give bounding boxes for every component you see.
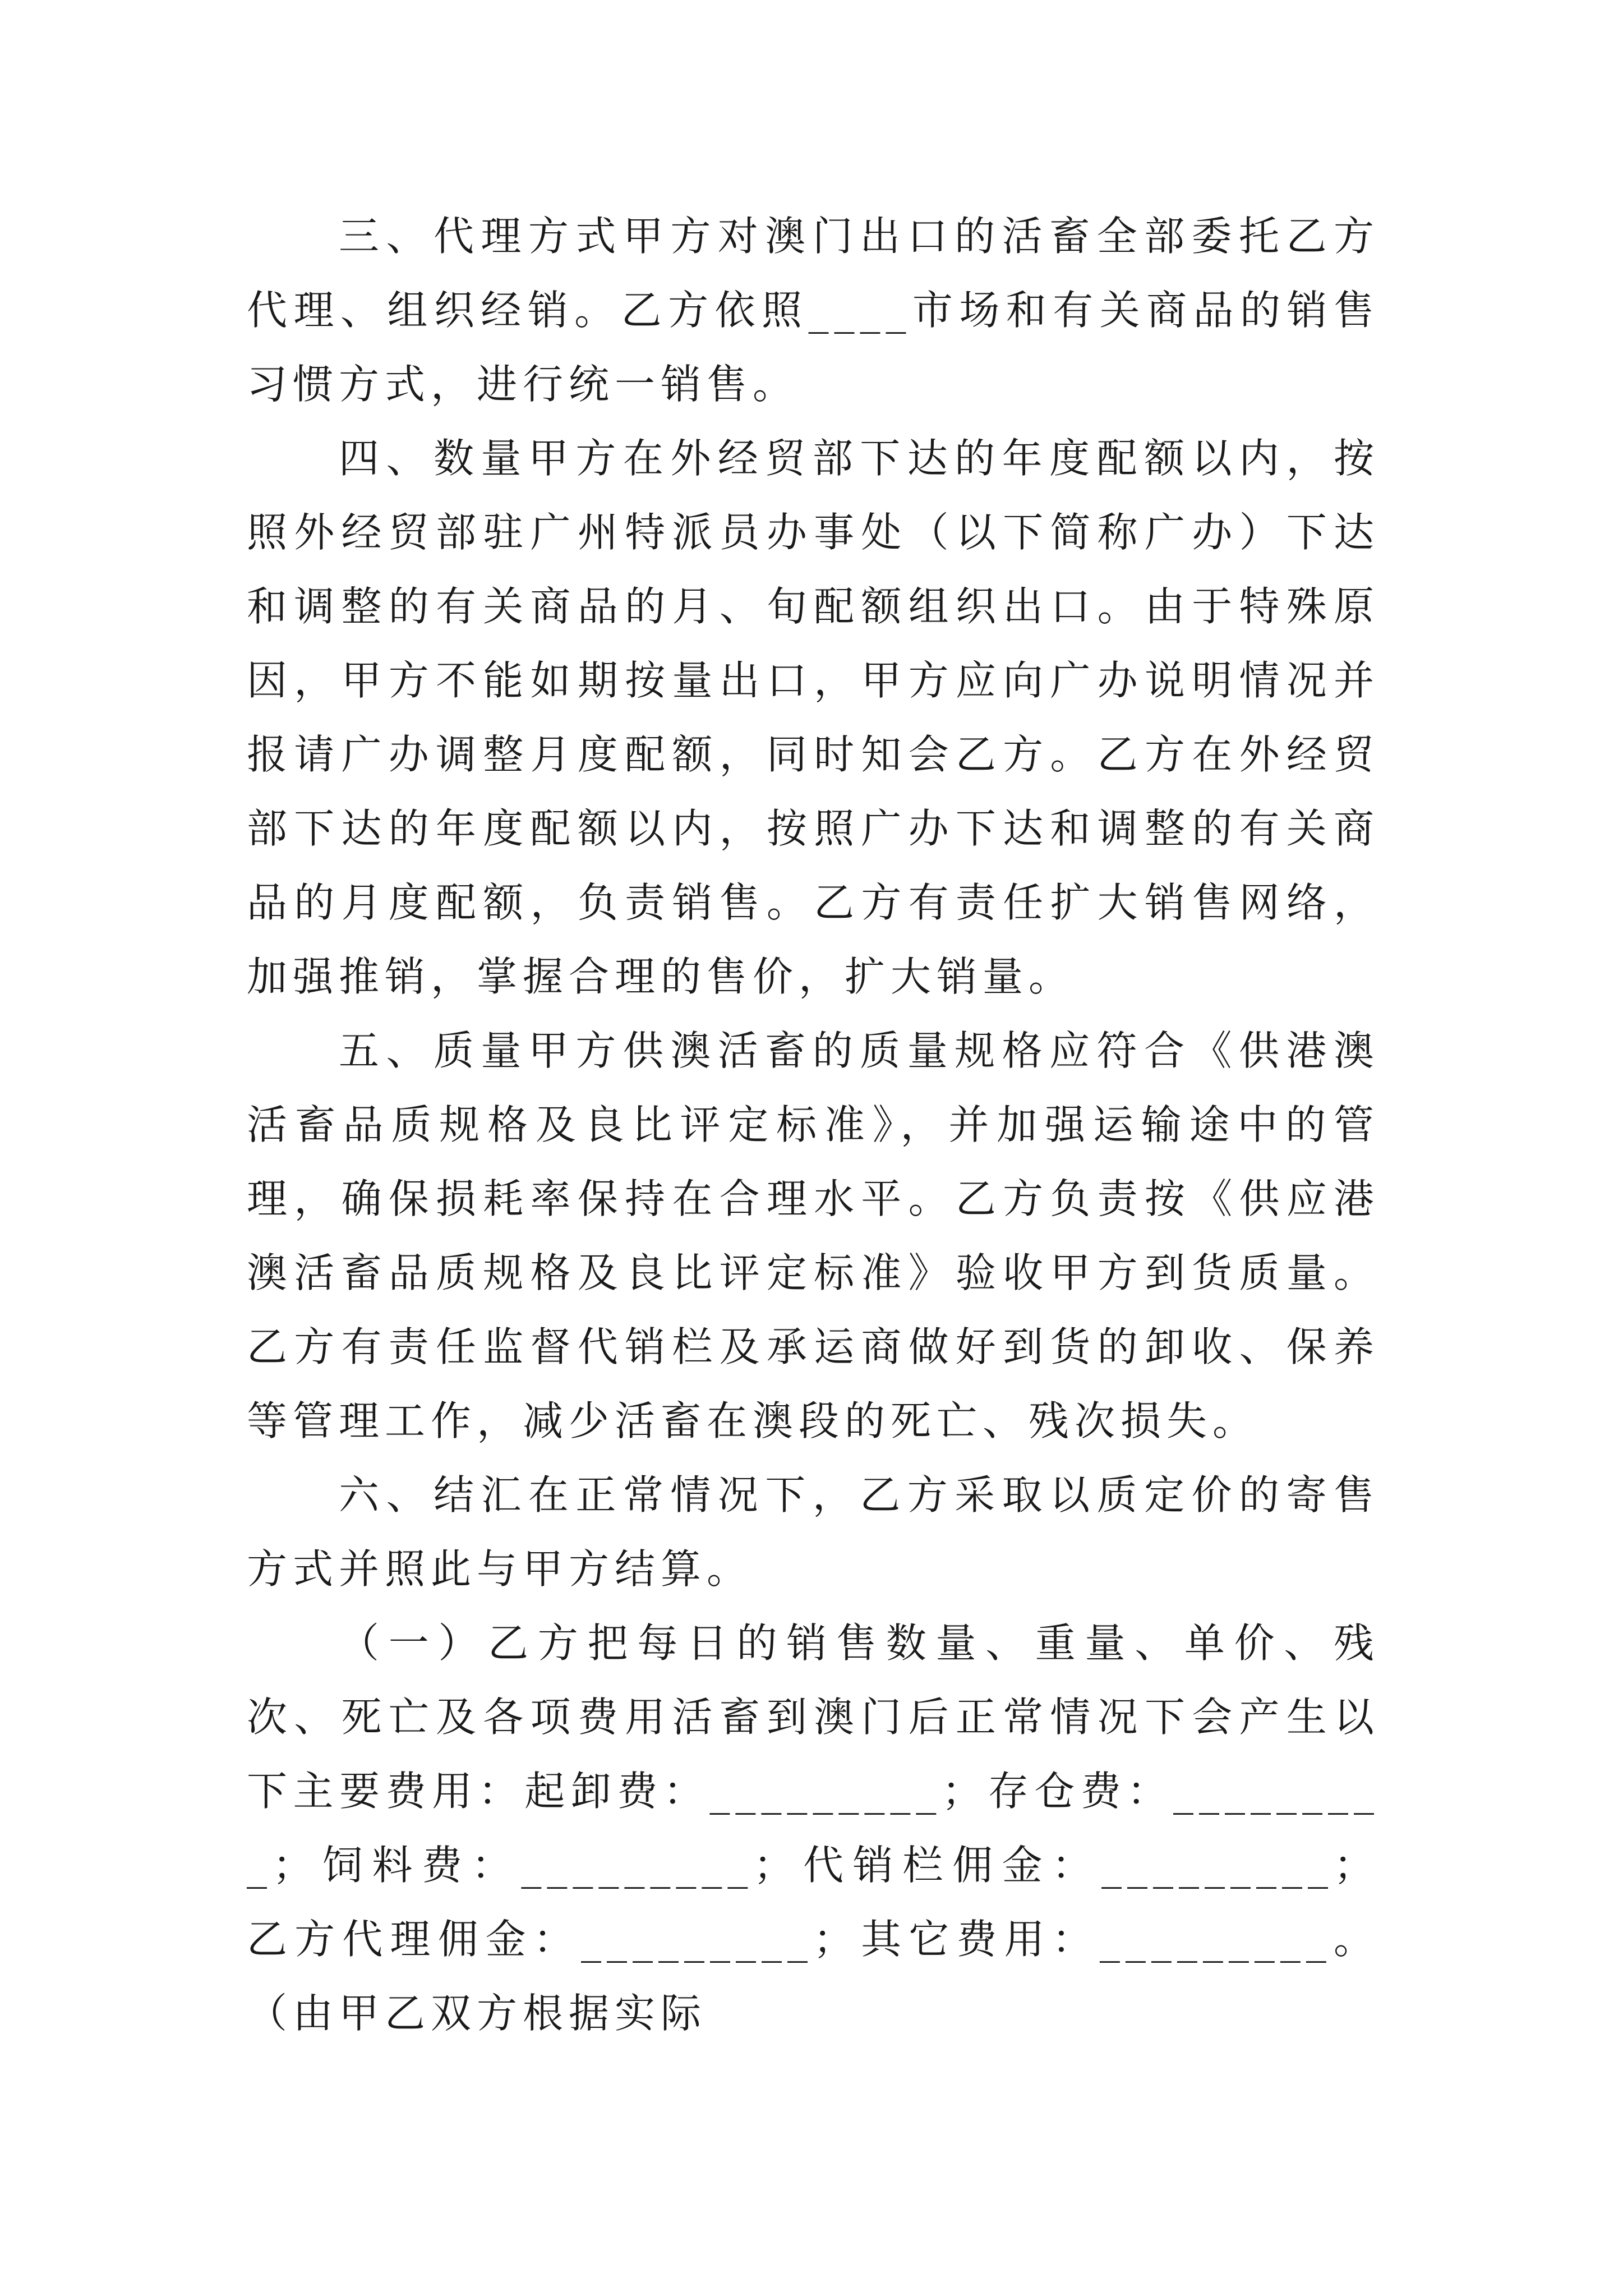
document-body [247,199,1380,2050]
paragraph-quantity: 四、数量甲方在外经贸部下达的年度配额以内，按照外经贸部驻广州特派员办事处（以下简称广办）下达和调整的有关商品的月、旬配额组织出口。由于特殊原因，甲方不能如期按量出口，甲方应向广办说明情况并报请广办调整月度配额，同时知会乙方。乙方在外经贸部下达的年度配额以内，按照广办下达和调整的有关商品的月度配额，负责销售。乙方有责任扩大销售网络，加强推销，掌握合理的售价，扩大销量。 [247,435,1380,1000]
paragraph-settlement: 六、结汇在正常情况下，乙方采取以质定价的寄售方式并照此与甲方结算。 [247,1471,1380,1593]
paragraph-agency-method: 三、代理方式甲方对澳门出口的活畜全部委托乙方代理、组织经销。乙方依照____市场和有关商品的销售习惯方式，进行统一销售。 [247,213,1380,408]
paragraph-settlement-item-1: （一）乙方把每日的销售数量、重量、单价、残次、死亡及各项费用活畜到澳门后正常情况下会产生以下主要费用：起卸费：_________；存仓费：_________；饲料费：_________；代销栏佣金：_________；乙方代理佣金：_________；其它费用：_________。（由甲乙双方根据实际 [247,1619,1380,2037]
paragraph-quality: 五、质量甲方供澳活畜的质量规格应符合《供港澳活畜品质规格及良比评定标准》，并加强运输途中的管理，确保损耗率保持在合理水平。乙方负责按《供应港澳活畜品质规格及良比评定标准》验收甲方到货质量。乙方有责任监督代销栏及承运商做好到货的卸收、保养等管理工作，减少活畜在澳段的死亡、残次损失。 [247,1027,1380,1444]
